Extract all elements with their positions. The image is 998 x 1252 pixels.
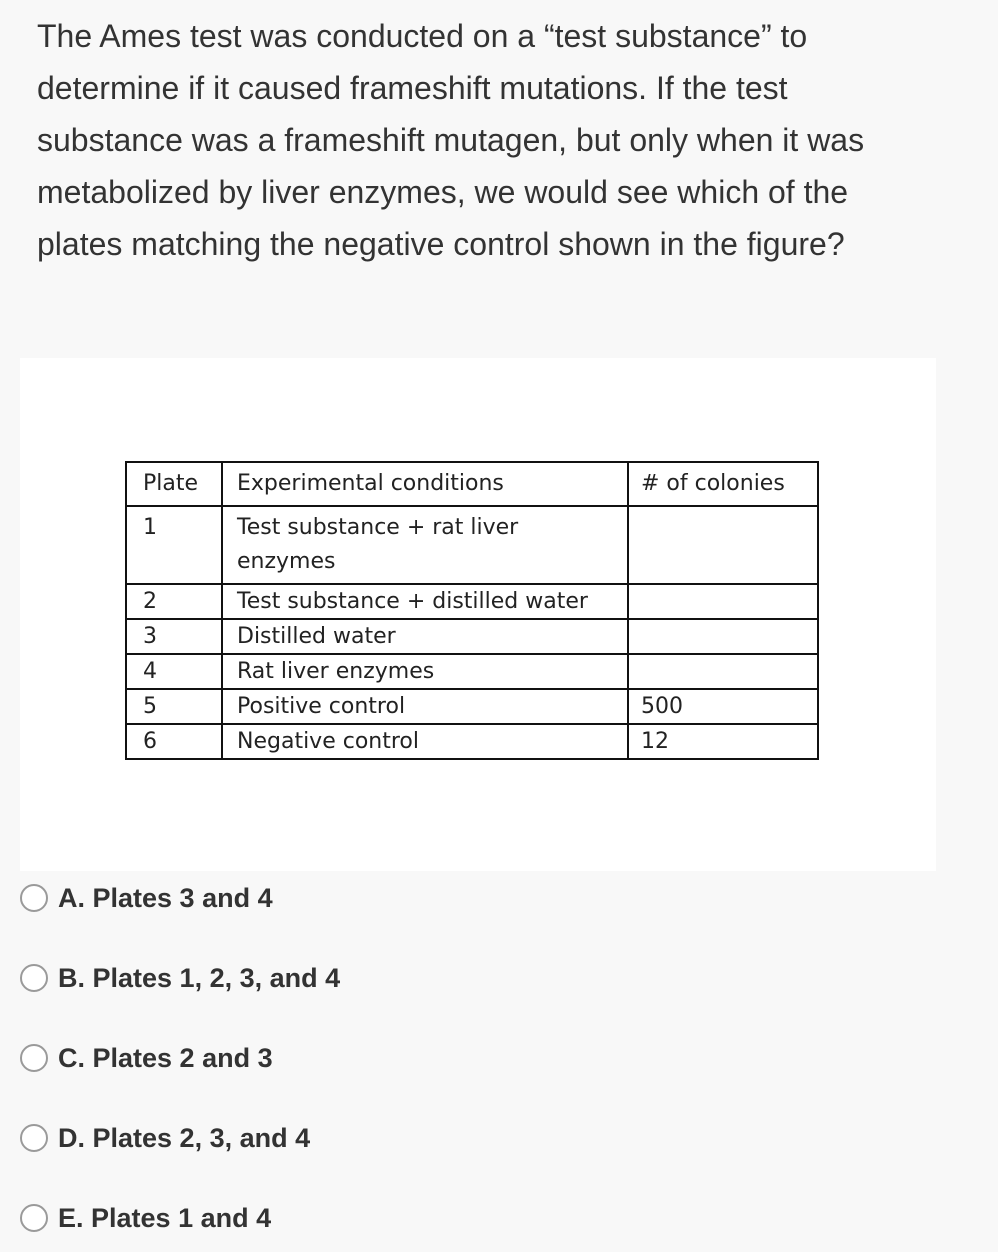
option-c[interactable] [20, 1038, 273, 1078]
colonies-cell: 500 [628, 689, 818, 724]
option-e[interactable] [20, 1198, 271, 1238]
table-row [126, 689, 818, 724]
radio-button-icon[interactable] [20, 1044, 48, 1072]
question-line: determine if it caused frameshift mutations. If the test [37, 70, 788, 106]
question-line: The Ames test was conducted on a “test substance” to [37, 18, 808, 54]
plate-number: 2 [126, 584, 222, 619]
colonies-cell [628, 506, 818, 584]
header-conditions: Experimental conditions [222, 462, 628, 506]
condition-cell: Distilled water [222, 619, 628, 654]
header-plate: Plate [126, 462, 222, 506]
condition-cell [222, 506, 628, 584]
table-row [126, 506, 818, 584]
plate-number: 1 [126, 506, 222, 584]
table-row [126, 724, 818, 759]
option-label[interactable]: B. Plates 1, 2, 3, and 4 [58, 962, 341, 993]
condition-cell: Negative control [222, 724, 628, 759]
condition-cell: Rat liver enzymes [222, 654, 628, 689]
condition-cell: Positive control [222, 689, 628, 724]
question-line: metabolized by liver enzymes, we would see which of the [37, 174, 849, 210]
question-text [37, 10, 937, 270]
option-a[interactable] [20, 878, 273, 918]
table-row [126, 654, 818, 689]
radio-button-icon[interactable] [20, 884, 48, 912]
question-line: substance was a frameshift mutagen, but only when it was [37, 122, 865, 158]
colonies-cell: 12 [628, 724, 818, 759]
condition-cell: Test substance + distilled water [222, 584, 628, 619]
table-row [126, 619, 818, 654]
table-row [126, 584, 818, 619]
plate-number: 4 [126, 654, 222, 689]
option-b[interactable] [20, 958, 340, 998]
header-colonies: # of colonies [628, 462, 818, 506]
plate-number: 5 [126, 689, 222, 724]
option-label[interactable]: A. Plates 3 and 4 [58, 882, 273, 913]
radio-button-icon[interactable] [20, 1124, 48, 1152]
plates-table [125, 461, 819, 760]
radio-button-icon[interactable] [20, 1204, 48, 1232]
option-d[interactable] [20, 1118, 310, 1158]
plate-number: 6 [126, 724, 222, 759]
condition-line: enzymes [237, 549, 336, 574]
colonies-cell [628, 654, 818, 689]
option-label[interactable]: D. Plates 2, 3, and 4 [58, 1122, 311, 1153]
radio-button-icon[interactable] [20, 964, 48, 992]
option-label[interactable]: C. Plates 2 and 3 [58, 1042, 273, 1073]
colonies-cell [628, 619, 818, 654]
colonies-cell [628, 584, 818, 619]
figure-image [20, 358, 936, 871]
option-label[interactable]: E. Plates 1 and 4 [58, 1202, 272, 1233]
condition-line: Test substance + rat liver [237, 515, 519, 540]
question-line: plates matching the negative control shown in the figure? [37, 226, 845, 262]
table-header-row [126, 462, 818, 506]
plate-number: 3 [126, 619, 222, 654]
